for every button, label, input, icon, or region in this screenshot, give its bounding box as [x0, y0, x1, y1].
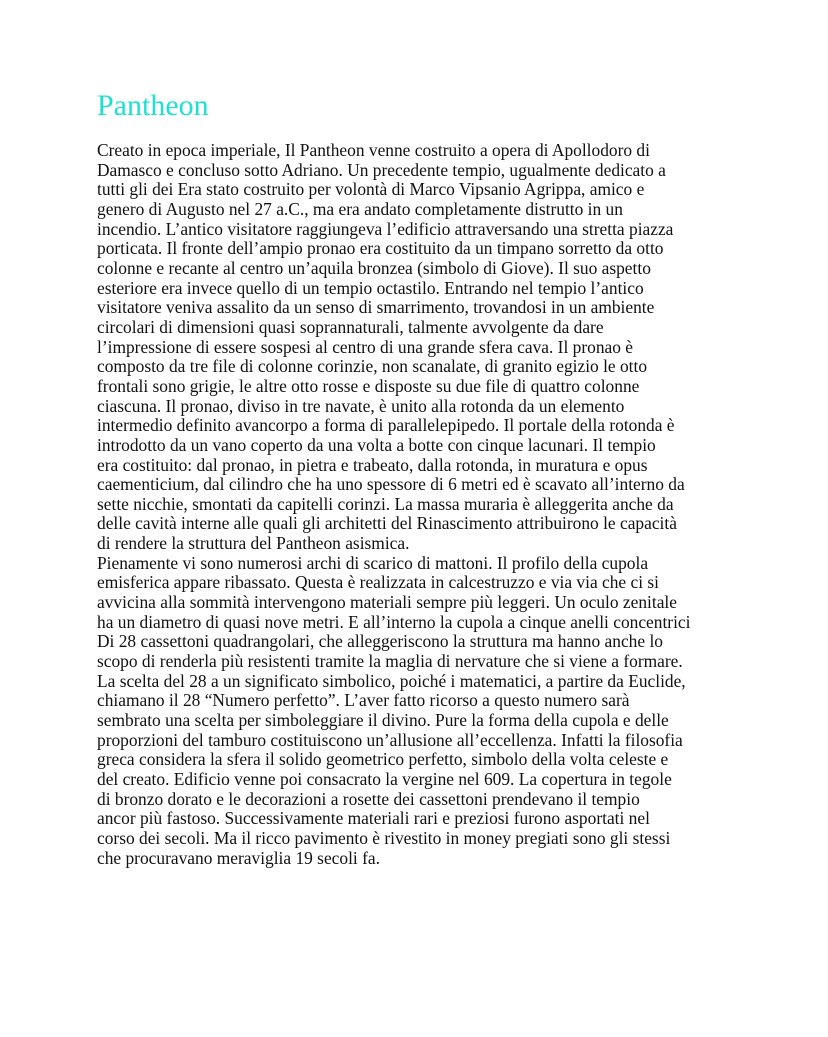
text-line: Pienamente vi sono numerosi archi di scarico di mattoni. Il profilo della cupola	[97, 552, 649, 573]
page-title: Pantheon	[97, 89, 209, 122]
text-line: circolari di dimensioni quasi soprannaturali, talmente avvolgente da dare	[97, 316, 604, 337]
text-line: ciascuna. Il pronao, diviso in tre navate, è unito alla rotonda da un elemento	[97, 395, 625, 416]
text-line: ha un diametro di quasi nove metri. E all’interno la cupola a cinque anelli concentrici	[97, 611, 691, 632]
text-line: scopo di renderla più resistenti tramite la maglia di nervature che si viene a formare.	[97, 651, 683, 672]
text-line: colonne e recante al centro un’aquila bronzea (simbolo di Giove). Il suo aspetto	[97, 257, 651, 278]
text-line: esteriore era invece quello di un tempio octastilo. Entrando nel tempio l’antico	[97, 277, 644, 298]
text-line: Damasco e concluso sotto Adriano. Un precedente tempio, ugualmente dedicato a	[97, 159, 666, 180]
text-line: l’impressione di essere sospesi al centro di una grande sfera cava. Il pronao è	[97, 336, 634, 357]
text-line: emisferica appare ribassato. Questa è realizzata in calcestruzzo e via via che ci si	[97, 572, 659, 593]
text-line: frontali sono grigie, le altre otto rosse e disposte su due file di quattro colonne	[97, 375, 640, 396]
text-line: La scelta del 28 a un significato simbolico, poiché i matematici, a partire da Euclide,	[97, 670, 686, 691]
text-line: sette nicchie, smontati da capitelli corinzi. La massa muraria è alleggerita anche da	[97, 493, 674, 514]
text-line: greca considera la sfera il solido geometrico perfetto, simbolo della volta celeste e	[97, 749, 669, 770]
text-line: Di 28 cassettoni quadrangolari, che alleggeriscono la struttura ma hanno anche lo	[97, 631, 663, 652]
text-line: del creato. Edificio venne poi consacrato la vergine nel 609. La copertura in tegole	[97, 769, 672, 789]
text-line: chiamano il 28 “Numero perfetto”. L’aver fatto ricorso a questo numero sarà	[97, 690, 630, 711]
text-line: porticata. Il fronte dell’ampio pronao era costituito da un timpano sorretto da otto	[97, 238, 664, 259]
text-line: sembrato una scelta per simboleggiare il divino. Pure la forma della cupola e delle	[97, 710, 669, 731]
text-line: di bronzo dorato e le decorazioni a rosette dei cassettoni prendevano il tempio	[97, 788, 640, 809]
text-line: visitatore veniva assalito da un senso di smarrimento, trovandosi in un ambiente	[97, 297, 655, 318]
text-line: delle cavità interne alle quali gli architetti del Rinascimento attribuirono le capacità	[97, 513, 677, 534]
text-line: avvicina alla sommità intervengono materiali sempre più leggeri. Un oculo zenitale	[97, 592, 677, 613]
text-line: incendio. L’antico visitatore raggiungeva l’edificio attraversando una stretta piazza	[97, 218, 674, 239]
body-text	[97, 141, 747, 868]
text-line: era costituito: dal pronao, in pietra e trabeato, dalla rotonda, in muratura e opus	[97, 454, 648, 475]
text-line: che procuravano meraviglia 19 secoli fa.	[97, 847, 380, 868]
text-line: corso dei secoli. Ma il ricco pavimento è rivestito in money pregiati sono gli stessi	[97, 827, 671, 848]
text-line: ancor più fastoso. Successivamente materiali rari e preziosi furono asportati nel	[97, 808, 650, 829]
text-line: Creato in epoca imperiale, Il Pantheon venne costruito a opera di Apollodoro di	[97, 140, 650, 160]
text-line: intermedio definito avancorpo a forma di parallelepipedo. Il portale della rotonda è	[97, 415, 675, 436]
text-line: tutti gli dei Era stato costruito per volontà di Marco Vipsanio Agrippa, amico e	[97, 179, 645, 200]
text-line: composto da tre file di colonne corinzie, non scanalate, di granito egizio le otto	[97, 356, 648, 377]
text-line: caementicium, dal cilindro che ha uno spessore di 6 metri ed è scavato all’interno da	[97, 474, 685, 495]
text-line: proporzioni del tamburo costituiscono un’allusione all’eccellenza. Infatti la filosofia	[97, 729, 683, 750]
text-line: introdotto da un vano coperto da una volta a botte con cinque lacunari. Il tempio	[97, 434, 656, 455]
text-line: genero di Augusto nel 27 a.C., ma era andato completamente distrutto in un	[97, 198, 623, 219]
text-line: di rendere la struttura del Pantheon asismica.	[97, 533, 410, 554]
